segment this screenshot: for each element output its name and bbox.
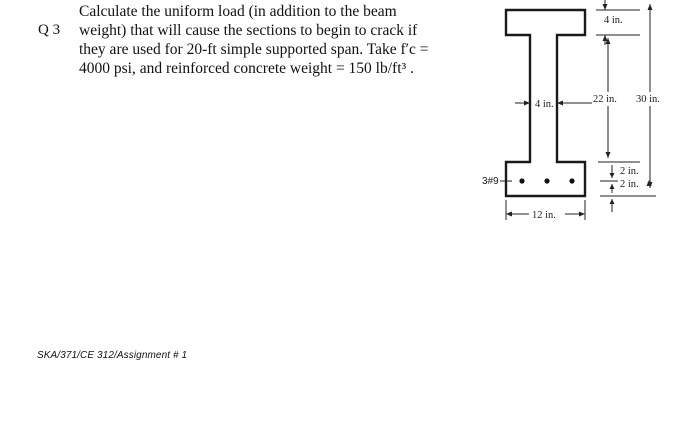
question-line: they are used for 20-ft simple supported span. Take f′c =	[79, 41, 429, 58]
bottom-width-label: 12 in.	[532, 210, 556, 221]
rebar-dot	[569, 178, 574, 183]
web-height-label: 22 in.	[593, 94, 617, 105]
question-text	[79, 2, 459, 78]
web-width-label: 4 in.	[535, 99, 554, 110]
reinforcement-label: 3#9	[482, 176, 499, 187]
footer-course-code: SKA/371/CE 312/Assignment # 1	[37, 350, 188, 361]
bar-cover-top-label: 2 in.	[620, 166, 639, 177]
flange-thickness-label: 4 in.	[604, 15, 623, 26]
bar-cover-bottom-label: 2 in.	[620, 179, 639, 190]
total-height-label: 30 in.	[636, 94, 660, 105]
rebar-dot	[544, 178, 549, 183]
bar-cover-dimension	[600, 165, 618, 212]
question-line: 4000 psi, and reinforced concrete weight = 150 lb/ft³ .	[79, 60, 414, 77]
question-line: Calculate the uniform load (in addition to the beam	[79, 3, 397, 20]
question-number: Q 3	[38, 22, 61, 38]
rebar-dot	[519, 178, 524, 183]
i-beam-section-figure	[470, 0, 700, 240]
question-line: weight) that will cause the sections to begin to crack if	[79, 22, 418, 39]
